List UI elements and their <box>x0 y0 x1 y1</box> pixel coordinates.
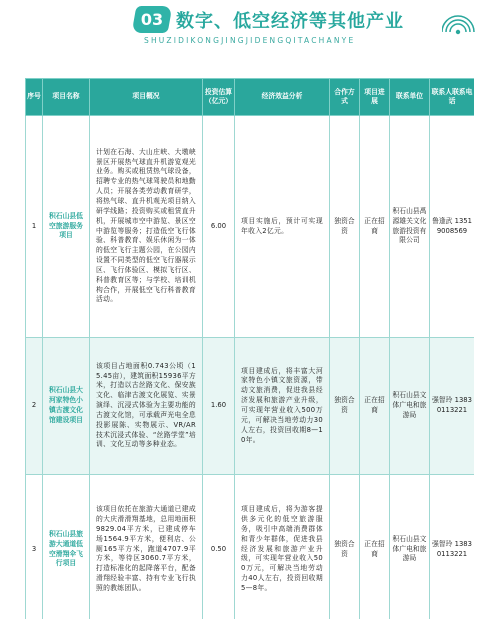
row-benefit: 项目建成后，将为游客提供多元化的低空旅游服务，吸引中高端消费群体和青少年群体，促进我县经济发展和旅游产业升级，可实现年营业收入500万元，可解决当地劳动力40人左右，投资回收期5—8年。 <box>235 475 330 619</box>
row-overview: 计划在石海、大山庄峡、大墩峡景区开展热气球直升机游览观光业务。购买或租赁热气球设备，招聘专业的热气球驾驶员和地勤人员；开展各类劳动教育研学，将热气球、直升机观光项目纳入研学线路；投资购买或租赁直升机，开展城市空中游览、景区空中游览等服务；打造低空飞行体验、科普教育、娱乐休闲为一体的低空飞行主题公园，在公园内设置不同类型的低空飞行器展示区、飞行体验区、模拟飞行区、科普教育区等；与学校、培训机构合作，开展低空飞行科普教育活动。 <box>90 116 203 338</box>
row-unit: 积石山县文体广电和旅游局 <box>390 475 430 619</box>
header-benefit: 经济效益分析 <box>235 79 330 116</box>
row-contact: 强智玲 13830113221 <box>430 338 475 475</box>
row-investment: 0.50 <box>203 475 235 619</box>
row-project-name: 积石山县低空旅游服务项目 <box>43 116 90 338</box>
row-investment: 1.60 <box>203 338 235 475</box>
section-title: 数字、低空经济等其他产业 <box>176 11 404 32</box>
row-mode: 独资合资 <box>330 338 360 475</box>
row-progress: 正在招商 <box>360 116 390 338</box>
row-progress: 正在招商 <box>360 338 390 475</box>
header-mode: 合作方式 <box>330 79 360 116</box>
table-header-row <box>26 79 475 116</box>
row-seq: 3 <box>26 475 43 619</box>
header-overview: 项目概况 <box>90 79 203 116</box>
table-row <box>26 338 475 475</box>
row-investment: 6.00 <box>203 116 235 338</box>
row-unit: 积石山县禹源雄关文化旅游投资有限公司 <box>390 116 430 338</box>
signal-waves-icon <box>442 2 482 42</box>
header-seq: 序号 <box>26 79 43 116</box>
section-number-badge <box>132 6 173 33</box>
project-table <box>25 78 474 619</box>
table-row <box>26 116 475 338</box>
row-benefit: 项目实施后，预计可实现年收入2亿元。 <box>235 116 330 338</box>
header-unit: 联系单位 <box>390 79 430 116</box>
row-contact: 强智玲 13830113221 <box>430 475 475 619</box>
row-unit: 积石山县文体广电和旅游局 <box>390 338 430 475</box>
row-project-name: 积石山县旅游大通道低空滑翔伞飞行项目 <box>43 475 90 619</box>
header-name: 项目名称 <box>43 79 90 116</box>
section-subtitle: SHUZIDIKONGJINGJIDENGQITACHANYE <box>144 36 356 45</box>
table-row <box>26 475 475 619</box>
row-contact: 鲁逢武 13519008569 <box>430 116 475 338</box>
row-overview: 该项目占地面积0.743公顷（15.45亩），建筑面积15936平方米，打造以古丝路文化、保安族文化、临津古渡文化展览、实景演绎、沉浸式体验为主要功能的古渡文化馆，可承载声光电全息投影展陈、实物展示、VR/AR技术沉浸式体验、“丝路学堂”培训、文化互动等多种业态。 <box>90 338 203 475</box>
header-contact: 联系人联系电话 <box>430 79 475 116</box>
row-seq: 1 <box>26 116 43 338</box>
row-mode: 独资合资 <box>330 116 360 338</box>
row-progress: 正在招商 <box>360 475 390 619</box>
row-project-name: 积石山县大河家特色小镇古渡文化馆建设项目 <box>43 338 90 475</box>
page-header <box>0 0 500 52</box>
row-benefit: 项目建成后，将丰富大河家特色小镇文旅资源，带动文旅消费，促进我县经济发展和旅游产业升级，可实现年营业收入500万元，可解决当地劳动力30人左右，投资回收期8—10年。 <box>235 338 330 475</box>
row-mode: 独资合资 <box>330 475 360 619</box>
header-investment: 投资估算（亿元） <box>203 79 235 116</box>
row-seq: 2 <box>26 338 43 475</box>
header-progress: 项目进展 <box>360 79 390 116</box>
project-table-wrapper <box>25 78 474 619</box>
section-number: 03 <box>140 10 164 29</box>
row-overview: 该项目依托在旅游大通道已建成的大庆滑滑翔基地，总用地面积9829.04平方米，已建成停车场1564.9平方米，便利店、公厕165平方米，跑道4707.9平方米，等待区3060.7平方米，打造标准化的起降落平台，配备滑翔经验丰富、持有专业飞行执照的教练团队。 <box>90 475 203 619</box>
